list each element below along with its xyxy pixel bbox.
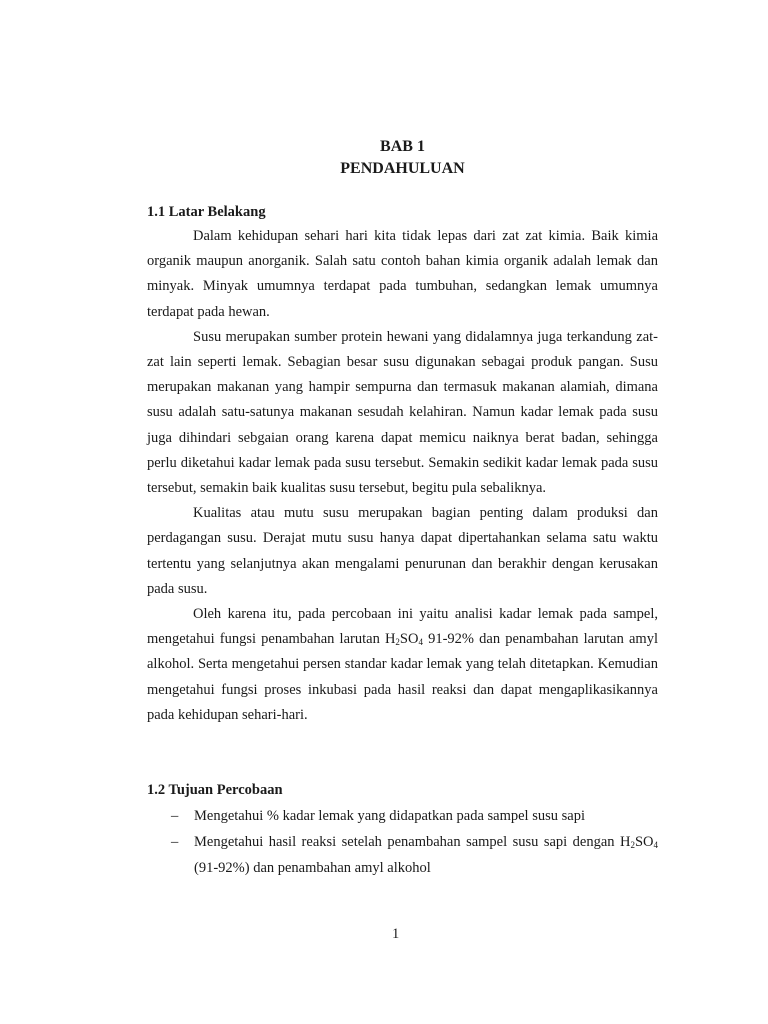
section-heading-latar-belakang: 1.1 Latar Belakang: [147, 204, 266, 220]
objective-text-a: Mengetahui hasil reaksi setelah penambahan sampel susu sapi dengan H: [194, 834, 631, 850]
paragraph-4-text-b: 91-92% dan penambahan larutan amyl alkohol. Serta mengetahui persen standar kadar lemak yang telah ditetapkan. Kemudian mengetahui fungsi proses inkubasi pada hasil reaksi dan dapat mengaplikasikannya pada kehidupan sehari-hari.: [147, 631, 658, 723]
objective-text-b: (91-92%) dan penambahan amyl alkohol: [194, 860, 431, 876]
list-item: [147, 803, 658, 829]
page-number: 1: [392, 926, 400, 942]
formula-so: SO: [399, 631, 419, 648]
bullet-dash-icon: –: [171, 834, 179, 850]
list-item: [147, 829, 658, 881]
subscript-4: 4: [418, 637, 423, 648]
chapter-number: BAB 1: [380, 138, 425, 155]
paragraph-1: Dalam kehidupan sehari hari kita tidak lepas dari zat zat kimia. Baik kimia organik maupun anorganik. Salah satu contoh bahan kimia organik adalah lemak dan minyak. Minyak umumnya terdapat pada tumbuhan, sedangkan lemak umumnya terdapat pada hewan.: [147, 228, 658, 320]
section-heading-tujuan-percobaan: 1.2 Tujuan Percobaan: [147, 782, 283, 798]
paragraph-3: Kualitas atau mutu susu merupakan bagian penting dalam produksi dan perdagangan susu. Derajat mutu susu hanya dapat dipertahankan selama satu waktu tertentu yang selanjutnya akan mengalami penurunan dan berakhir dengan kerusakan pada susu.: [147, 505, 658, 597]
bullet-dash-icon: –: [171, 808, 179, 824]
section-body-latar-belakang: [147, 224, 658, 728]
paragraph-2: Susu merupakan sumber protein hewani yang didalamnya juga terkandung zat-zat lain seperti lemak. Sebagian besar susu digunakan sebagai produk pangan. Susu merupakan makanan yang hampir sempurna dan termasuk makanan alamiah, dimana susu adalah satu-satunya makanan sesudah kelahiran. Namun kadar lemak pada susu juga dihindari sebgaian orang karena dapat memicu naiknya berat badan, sehingga perlu diketahui kadar lemak pada susu tersebut. Semakin sedikit kadar lemak pada susu tersebut, semakin baik kualitas susu tersebut, begitu pula sebaliknya.: [147, 328, 658, 497]
subscript-2: 2: [630, 840, 635, 850]
formula-so: SO: [634, 834, 654, 850]
subscript-2: 2: [395, 637, 400, 648]
paragraph-4: [147, 602, 658, 728]
paragraph-4-text-a: Oleh karena itu, pada percobaan ini yaitu analisi kadar lemak pada sampel, mengetahui fungsi penambahan larutan H: [147, 606, 658, 648]
chapter-title: PENDAHULUAN: [340, 160, 465, 177]
subscript-4: 4: [653, 840, 658, 850]
objective-text: Mengetahui % kadar lemak yang didapatkan pada sampel susu sapi: [194, 808, 585, 824]
objectives-list: [147, 803, 658, 881]
